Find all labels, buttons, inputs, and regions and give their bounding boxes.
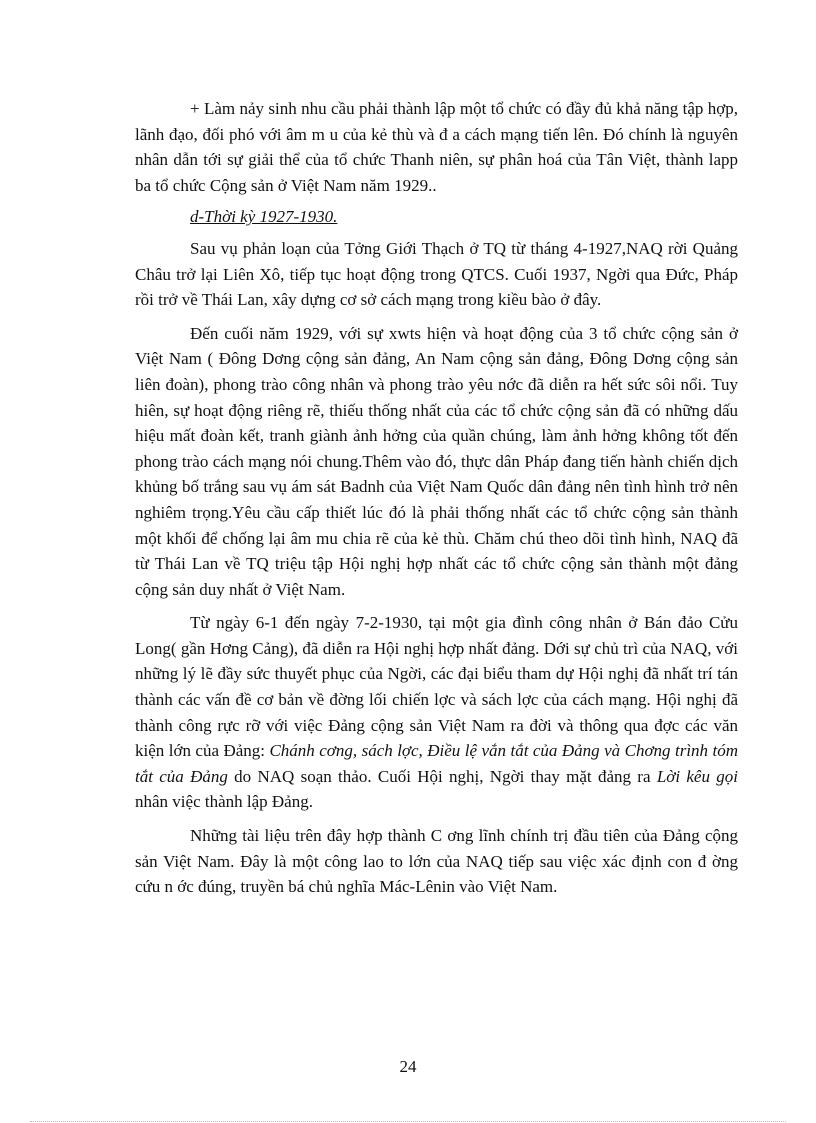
paragraph: Sau vụ phản loạn của Tởng Giới Thạch ở TQ từ tháng 4-1927,NAQ rời Quảng Châu trở lại Liên Xô, tiếp tục hoạt động trong QTCS. Cuối 1937, Ngời qua Đức, Pháp rồi trở về Thái Lan, xây dựng cơ sở cách mạng trong kiều bào ở đây. (135, 238, 738, 310)
paragraph-text: do NAQ soạn thảo. Cuối Hội nghị, Ngời thay mặt đảng ra (227, 766, 657, 786)
paragraph: + Làm nảy sinh nhu cầu phải thành lập một tổ chức có đầy đủ khả năng tập hợp, lãnh đạo, đối phó với âm m u của kẻ thù và đ a cách mạng tiến lên. Đó chính là nguyên nhân dẫn tới sự giải thể của tổ chức Thanh niên, sự phân hoá của Tân Việt, thành lapp ba tổ chức Cộng sản ở Việt Nam năm 1929.. (135, 99, 738, 195)
page-divider (30, 1121, 786, 1122)
paragraph: Những tài liệu trên đây hợp thành C ơng lĩnh chính trị đầu tiên của Đảng cộng sản Việt Nam. Đây là một công lao to lớn của NAQ tiếp sau việc xác định con đ ờng cứu n ớc đúng, truyền bá chủ nghĩa Mác-Lênin vào Việt Nam. (135, 826, 738, 897)
document-title-italic: Chánh cơng, sách lợc, Điều lệ vắn tắt của Đảng và Chơng trình tóm tắt của Đảng (135, 741, 738, 786)
paragraph-text: nhân việc thành lập Đảng. (135, 792, 313, 812)
document-body (135, 96, 738, 900)
paragraph-text: Từ ngày 6-1 đến ngày 7-2-1930, tại một gia đình công nhân ở Bán đảo Cửu Long( gần Hơng Cảng), đã diễn ra Hội nghị hợp nhất đảng. Dới sự chủ trì của NAQ, với những lý lẽ đầy sức thuyết phục của Ngời, các đại biểu tham dự Hội nghị đã nhất trí tán thành các vấn đề cơ bản về đờng lối chiến lợc và sách lợc của cách mạng. Hội nghị đã thành công rực rỡ với việc Đảng cộng sản Việt Nam ra đời và thông qua đợc các văn kiện lớn của Đảng: (135, 613, 738, 761)
document-title-italic: Lời kêu gọi (656, 766, 738, 786)
paragraph (135, 610, 738, 815)
page-number: 24 (399, 1057, 417, 1076)
section-heading: d-Thời kỳ 1927-1930. (190, 207, 338, 227)
paragraph: Đến cuối năm 1929, với sự xwts hiện và hoạt động của 3 tổ chức cộng sản ở Việt Nam ( Đông Dơng cộng sản đảng, An Nam cộng sản đảng, Đông Dơng cộng sản liên đoàn), phong trào công nhân và phong trào yêu nớc đã diễn ra hết sức sôi nổi. Tuy hiên, sự hoạt động riêng rẽ, thiếu thống nhất của các tổ chức cộng sản đã có những dấu hiệu mất đoàn kết, tranh giành ảnh hởng của quần chúng, làm ảnh hởng không tốt đến phong trào cách mạng nói chung.Thêm vào đó, thực dân Pháp đang tiến hành chiến dịch khủng bố trắng sau vụ ám sát Badnh của Việt Nam Quốc dân đảng nên tình hình trở nên nghiêm trọng.Yêu cầu cấp thiết lúc đó là phải thống nhất các tổ chức cộng sản thành một khối để chống lại âm mu chia rẽ của kẻ thù. Chăm chú theo dõi tình hình, NAQ đã từ Thái Lan về TQ triệu tập Hội nghị hợp nhất các tổ chức cộng sản thành một đảng cộng sản duy nhất ở Việt Nam. (135, 323, 738, 599)
